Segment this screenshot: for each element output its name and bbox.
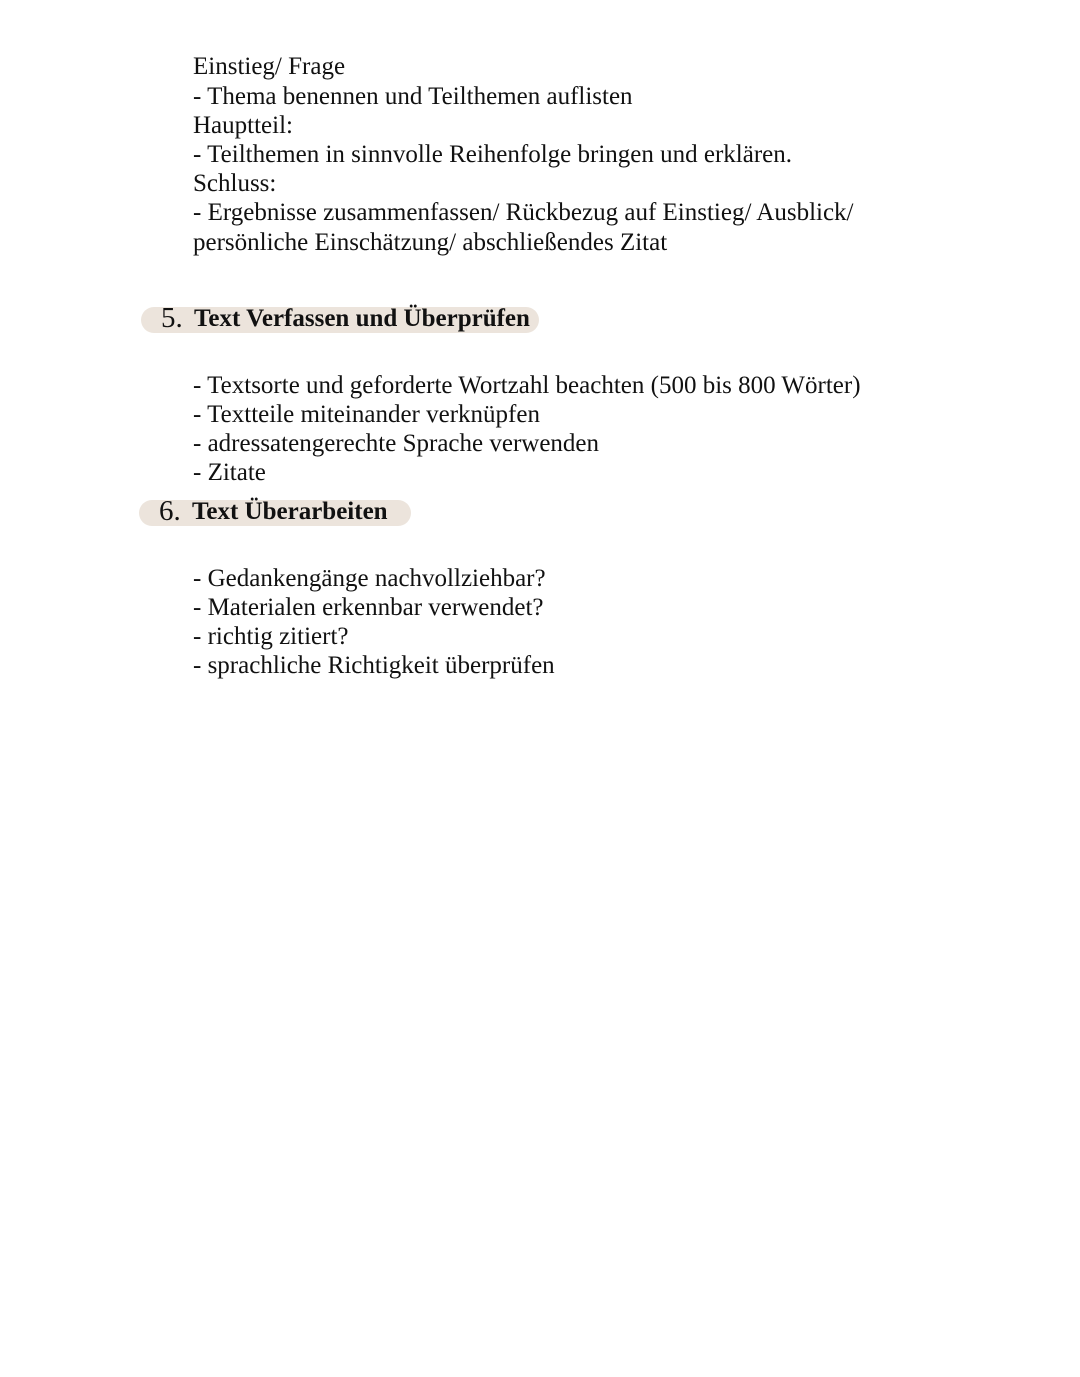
section-6-item: - sprachliche Richtigkeit überprüfen bbox=[193, 652, 555, 679]
section-6-title: Text Überarbeiten bbox=[192, 498, 388, 525]
section-5-heading bbox=[141, 302, 539, 334]
section-6-number: 6. bbox=[159, 495, 181, 527]
section-6-item: - Materialen erkennbar verwendet? bbox=[193, 594, 544, 621]
section-5-item: - Zitate bbox=[193, 459, 266, 486]
intro-line-einstieg: Einstieg/ Frage bbox=[193, 53, 346, 80]
section-6-item: - Gedankengänge nachvollziehbar? bbox=[193, 565, 546, 592]
section-5-title: Text Verfassen und Überprüfen bbox=[194, 305, 530, 332]
section-5-item: - Textsorte und geforderte Wortzahl beachten (500 bis 800 Wörter) bbox=[193, 372, 861, 399]
intro-line-schluss: Schluss: bbox=[193, 170, 277, 197]
intro-line-ergebnisse: - Ergebnisse zusammenfassen/ Rückbezug auf Einstieg/ Ausblick/ bbox=[193, 199, 854, 226]
section-6-heading bbox=[139, 495, 411, 527]
intro-line-hauptteil: Hauptteil: bbox=[193, 112, 293, 139]
intro-line-thema: - Thema benennen und Teilthemen auflisten bbox=[193, 83, 633, 110]
section-5-item: - Textteile miteinander verknüpfen bbox=[193, 401, 540, 428]
section-6-item: - richtig zitiert? bbox=[193, 623, 349, 650]
section-5-item: - adressatengerechte Sprache verwenden bbox=[193, 430, 600, 457]
intro-line-einschaetzung: persönliche Einschätzung/ abschließendes Zitat bbox=[193, 229, 668, 256]
section-5-number: 5. bbox=[161, 302, 183, 334]
intro-line-teilthemen: - Teilthemen in sinnvolle Reihenfolge bringen und erklären. bbox=[193, 141, 793, 168]
